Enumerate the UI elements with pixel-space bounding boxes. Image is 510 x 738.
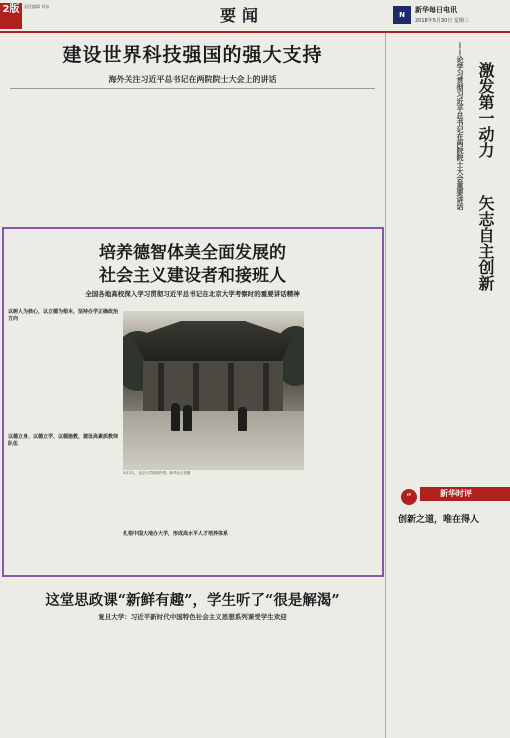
feature-title-line1: 培养德智体美全面发展的 <box>99 243 286 263</box>
photo-pillar <box>263 363 269 411</box>
top-article-subtitle: 海外关注习近平总书记在两院院士大会上的讲话 <box>108 75 277 84</box>
editorial-vertical-subtitle: ——论学习贯彻习近平总书记在两院院士大会重要讲话 <box>456 42 464 210</box>
top-article-rule <box>10 88 375 89</box>
photo-person <box>183 405 192 431</box>
top-article-column-3 <box>250 93 378 223</box>
photo-gate-hall <box>143 361 283 411</box>
feature-title-line2: 社会主义建设者和接班人 <box>99 266 286 286</box>
photo-pillar <box>193 363 199 411</box>
right-column-rule <box>385 33 386 738</box>
bottom-article-column-3 <box>258 625 380 735</box>
feature-photo-caption: 5月2日，北京大学校园内景。新华社记者摄 <box>123 471 191 475</box>
feature-column-1 <box>8 306 118 574</box>
photo-pillar <box>228 363 234 411</box>
feature-subhead-1: 以树人为核心，以立德为根本，坚持办学正确政治方向 <box>8 309 118 322</box>
commentary-label: 新华时评 <box>420 487 510 501</box>
commentary-title: 创新之道，唯在得人 <box>398 515 480 525</box>
quote-icon: “ <box>401 489 417 505</box>
photo-person <box>171 403 180 431</box>
bottom-article-column-2 <box>130 625 250 735</box>
top-article-column-1 <box>10 93 123 223</box>
bottom-article-column-1 <box>10 625 123 735</box>
paper-logo: N <box>393 6 411 24</box>
feature-column-3 <box>258 485 380 575</box>
paper-name: 新华每日电讯 <box>415 6 457 14</box>
editorial-vertical-title-b: 矢志自主创新 <box>476 195 495 291</box>
photo-gate-roof <box>133 321 293 363</box>
feature-column-side <box>309 306 380 481</box>
photo-person <box>238 407 247 431</box>
commentary-column-2 <box>450 530 507 735</box>
right-editorial-text-2 <box>455 330 507 480</box>
editor-note: 责任编辑 刘东 <box>24 4 50 9</box>
photo-pillar <box>158 363 164 411</box>
masthead-rule <box>0 31 510 33</box>
page-number-badge: 2版 <box>0 3 22 29</box>
section-title: 要闻 <box>220 6 265 25</box>
top-article-column-2 <box>130 93 243 223</box>
commentary-column-1 <box>390 530 445 735</box>
right-editorial-text <box>390 40 444 480</box>
feature-photo <box>123 311 304 470</box>
editorial-vertical-title-a: 激发第一动力 <box>476 62 495 158</box>
issue-date: 2018年5月30日 星期三 <box>415 18 469 24</box>
bottom-article-title: 这堂思政课“新鲜有趣”，学生听了“很是解渴” <box>45 592 340 609</box>
feature-subtitle: 全国各地高校深入学习贯彻习近平总书记在北京大学考察时的重要讲话精神 <box>85 290 300 298</box>
bottom-article-subtitle: 复旦大学：习近平新时代中国特色社会主义思想系列课受学生欢迎 <box>98 613 287 621</box>
photo-ground <box>123 411 304 470</box>
feature-subhead-2: 以德立身、以德立学、以德施教，建设高素质教师队伍 <box>8 434 118 447</box>
feature-column-2 <box>123 485 251 575</box>
top-article-title: 建设世界科技强国的强大支持 <box>62 44 323 66</box>
feature-subhead-3: 扎根中国大地办大学，形成高水平人才培养体系 <box>123 531 229 537</box>
